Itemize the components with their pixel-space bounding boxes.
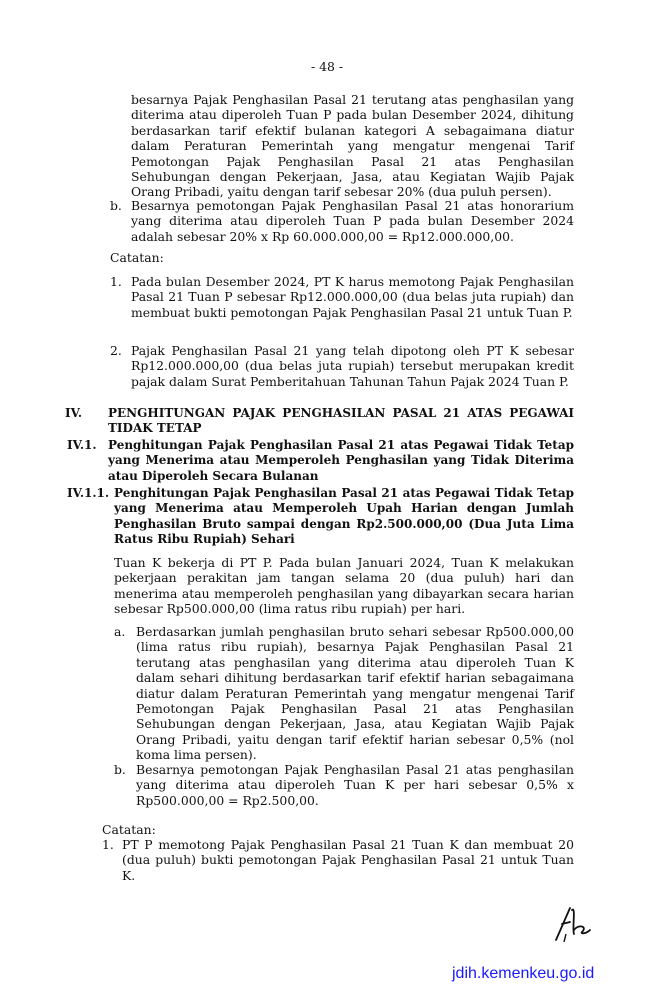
list-marker: 1. [102, 837, 114, 852]
intro-paragraph: besarnya Pajak Penghasilan Pasal 21 terutang atas penghasilan yang diterima atau diperoleh Tuan P pada bulan Desember 2024, dihitung berdasarkan tarif efektif bulanan kategori A sebagaimana diatur dalam Peraturan Pemerintah yang mengatur mengenai Tarif Pemotongan Pajak Penghasilan Pasal 21 atas Penghasilan Sehubungan dengan Pekerjaan, Jasa, atau Kegiatan Wajib Pajak Orang Pribadi, yaitu dengan tarif sebesar 20% (dua puluh persen). [131, 92, 574, 200]
list-marker: b. [110, 198, 122, 213]
section-number: IV. [65, 406, 83, 420]
list-marker: b. [114, 762, 126, 777]
section-heading: Penghitungan Pajak Penghasilan Pasal 21 atas Pegawai Tidak Tetap yang Menerima atau Memperoleh Upah Harian dengan Jumlah Penghasilan Bruto sampai dengan Rp2.500.000,00 (Dua Juta Lima Ratus Ribu Rupiah) Sehari [114, 486, 574, 547]
list-item: Berdasarkan jumlah penghasilan bruto sehari sebesar Rp500.000,00 (lima ratus ribu rupiah), besarnya Pajak Penghasilan Pasal 21 terutang atas penghasilan yang diterima atau diperoleh Tuan K dalam sehari dihitung berdasarkan tarif efektif harian sebagaimana diatur dalam Peraturan Pemerintah yang mengatur mengenai Tarif Pemotongan Pajak Penghasilan Pasal 21 atas Penghasilan Sehubungan dengan Pekerjaan, Jasa, atau Kegiatan Wajib Pajak Orang Pribadi, yaitu dengan tarif efektif harian sebesar 0,5% (nol koma lima persen). [136, 624, 574, 763]
list-item: PT P memotong Pajak Penghasilan Pasal 21 Tuan K dan membuat 20 (dua puluh) bukti pemotongan Pajak Penghasilan Pasal 21 untuk Tuan K. [122, 837, 574, 883]
note-label: Catatan: [102, 822, 156, 837]
list-item: Pada bulan Desember 2024, PT K harus memotong Pajak Penghasilan Pasal 21 Tuan P sebesar Rp12.000.000,00 (dua belas juta rupiah) dan membuat bukti pemotongan Pajak Penghasilan Pasal 21 untuk Tuan P. [131, 274, 574, 320]
list-item: Pajak Penghasilan Pasal 21 yang telah dipotong oleh PT K sebesar Rp12.000.000,00 (dua belas juta rupiah) tersebut merupakan kredit pajak dalam Surat Pemberitahuan Tahunan Tahun Pajak 2024 Tuan P. [131, 343, 574, 389]
list-marker: 2. [110, 343, 122, 358]
list-marker: a. [114, 624, 126, 639]
case-paragraph: Tuan K bekerja di PT P. Pada bulan Januari 2024, Tuan K melakukan pekerjaan perakitan jam tangan selama 20 (dua puluh) hari dan menerima atau memperoleh penghasilan yang dibayarkan secara harian sebesar Rp500.000,00 (lima ratus ribu rupiah) per hari. [114, 555, 574, 617]
section-number: IV.1.1. [67, 486, 110, 500]
list-marker: 1. [110, 274, 122, 289]
list-item: Besarnya pemotongan Pajak Penghasilan Pasal 21 atas penghasilan yang diterima atau diperoleh Tuan K per hari sebesar 0,5% x Rp500.000,00 = Rp2.500,00. [136, 762, 574, 808]
signature-initials [548, 900, 598, 945]
list-item: Besarnya pemotongan Pajak Penghasilan Pasal 21 atas honorarium yang diterima atau diperoleh Tuan P pada bulan Desember 2024 adalah sebesar 20% x Rp 60.000.000,00 = Rp12.000.000,00. [131, 198, 574, 244]
section-heading: Penghitungan Pajak Penghasilan Pasal 21 atas Pegawai Tidak Tetap yang Menerima atau Memperoleh Penghasilan yang Tidak Diterima atau Diperoleh Secara Bulanan [108, 438, 574, 483]
section-number: IV.1. [67, 438, 97, 452]
note-label: Catatan: [110, 250, 164, 265]
footer-link[interactable]: jdih.kemenkeu.go.id [452, 965, 595, 982]
page-number: - 48 - [310, 59, 344, 74]
section-heading: PENGHITUNGAN PAJAK PENGHASILAN PASAL 21 ATAS PEGAWAI TIDAK TETAP [108, 406, 574, 436]
